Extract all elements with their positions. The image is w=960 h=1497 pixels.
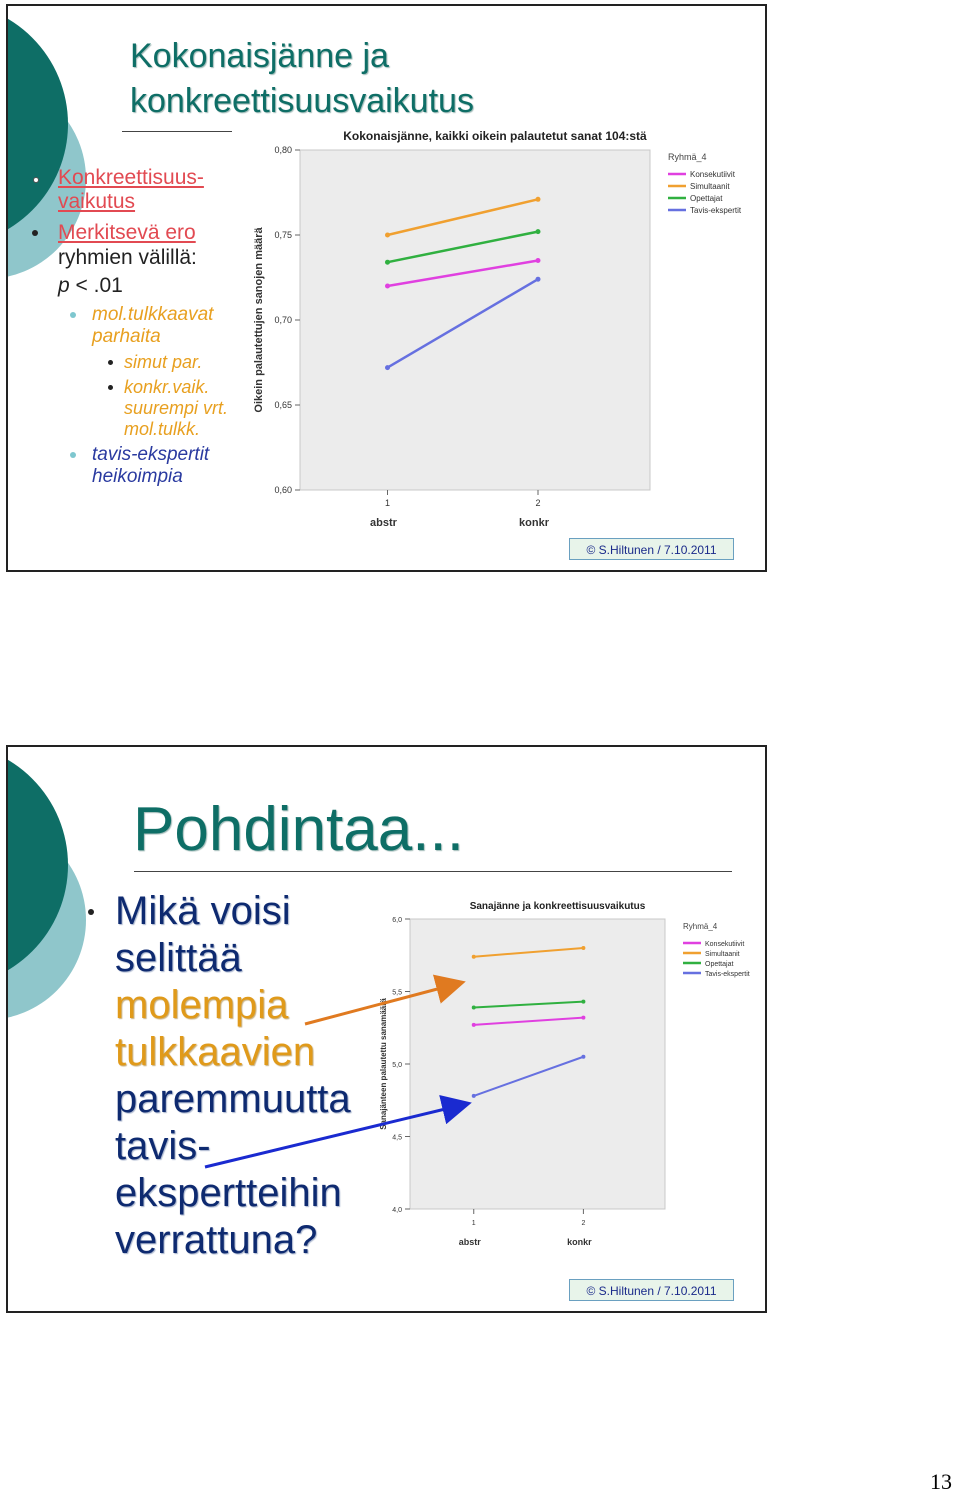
x-category-label: abstr (458, 1237, 481, 1247)
legend-item-label: Konsekutiivit (705, 941, 745, 948)
annotation-arrows (8, 747, 767, 1313)
legend-item-label: Simultaanit (690, 182, 730, 191)
footer-copyright: © S.Hiltunen / 7.10.2011 (569, 538, 734, 560)
footer-copyright: © S.Hiltunen / 7.10.2011 (569, 1279, 734, 1301)
x-tick-number: 1 (384, 498, 391, 508)
page-title (130, 34, 474, 124)
bullet-simut-par: simut par. (124, 352, 203, 372)
title-line-1: Kokonaisjänne ja (130, 37, 389, 75)
legend-title: Ryhmä_4 (668, 152, 707, 162)
data-point (385, 365, 390, 370)
slide-pohdintaa: Pohdintaa... Mikä voisi selittää molempia tulkkaavien paremmuutta tavis- ekspertteihin verrattuna? Sanajänne ja konkreettisuusvaikutus 4,0 4,5 5,0 5,5 6,0 1 abstr 2 konkr Sanajänteen palautettu sanamäärä Ryhmä_4 Konsekutiivit Simultaanit Opettajat Tavis-ekspertit © S.Hiltunen / 7.10.2011 (6, 745, 767, 1313)
line-chart-kokonaisjanne (244, 124, 764, 559)
legend-item-label: Opettajat (705, 961, 734, 968)
bullet-icon (32, 230, 38, 236)
link-merkitseva-ero[interactable]: Merkitsevä ero (58, 221, 196, 244)
arrow-orange (305, 983, 460, 1024)
legend-item-label: Opettajat (690, 194, 723, 203)
x-category-label: konkr (519, 517, 549, 529)
bullet-icon (70, 312, 76, 318)
y-tick-label: 4,5 (392, 1134, 402, 1142)
y-tick-label: 0,65 (274, 400, 292, 410)
page-number: 13 (930, 1469, 952, 1494)
y-axis-label: Sanajänteen palautettu sanamäärä (379, 998, 388, 1130)
y-tick-label: 0,75 (274, 230, 292, 240)
chart-title: Kokonaisjänne, kaikki oikein palautetut sanat 104:stä (343, 129, 647, 143)
chart-svg (244, 124, 764, 554)
plot-area (300, 150, 650, 490)
data-point (385, 284, 390, 289)
arrow-blue (205, 1104, 466, 1167)
bullet-konkr-vaik: konkr.vaik. suurempi vrt. mol.tulkk. (124, 377, 229, 439)
bullet-tavis-ekspertit: tavis-ekspertit heikoimpia (92, 444, 210, 487)
title-line-2: konkreettisuusvaikutus (130, 82, 474, 120)
x-tick-number: 2 (581, 1220, 586, 1227)
bullet-icon (108, 385, 113, 390)
legend-item-label: Tavis-ekspertit (705, 971, 750, 978)
data-point (385, 260, 390, 265)
y-tick-label: 0,60 (274, 485, 292, 495)
bullet-mol-tulkkaavat: mol.tulkkaavat parhaita (92, 304, 214, 347)
x-tick-number: 1 (471, 1220, 476, 1227)
x-category-label: konkr (567, 1237, 592, 1247)
bullet-icon (70, 452, 76, 458)
data-point (536, 258, 541, 263)
x-category-label: abstr (370, 517, 397, 529)
y-axis-label: Oikein palautettujen sanojen määrä (253, 227, 265, 413)
title-underline (122, 131, 232, 132)
bullet-merkitseva-ero: Merkitsevä ero ryhmien välillä: p < .01 (58, 221, 197, 297)
y-tick-label: 0,80 (274, 145, 292, 155)
bullet-icon (33, 177, 39, 183)
data-point (536, 229, 541, 234)
y-tick-label: 4,0 (392, 1207, 402, 1214)
link-konkreettisuusvaikutus[interactable]: Konkreettisuus- vaikutus (58, 166, 204, 213)
page-title: Pohdintaa... (133, 795, 464, 864)
y-tick-label: 5,5 (392, 989, 402, 997)
bullet-icon (108, 360, 113, 365)
legend-title: Ryhmä_4 (683, 922, 718, 931)
y-tick-label: 6,0 (392, 917, 402, 924)
legend-item-label: Simultaanit (705, 951, 740, 958)
data-point (536, 197, 541, 202)
legend-item-label: Konsekutiivit (690, 170, 735, 179)
y-tick-label: 0,70 (274, 315, 292, 325)
legend-item-label: Tavis-ekspertit (690, 206, 742, 215)
data-point (385, 233, 390, 238)
y-tick-label: 5,0 (392, 1062, 402, 1069)
slide-kokonaisjanne (6, 4, 767, 572)
data-point (536, 277, 541, 282)
x-tick-number: 2 (535, 498, 541, 508)
chart-title: Sanajänne ja konkreettisuusvaikutus (469, 901, 646, 912)
